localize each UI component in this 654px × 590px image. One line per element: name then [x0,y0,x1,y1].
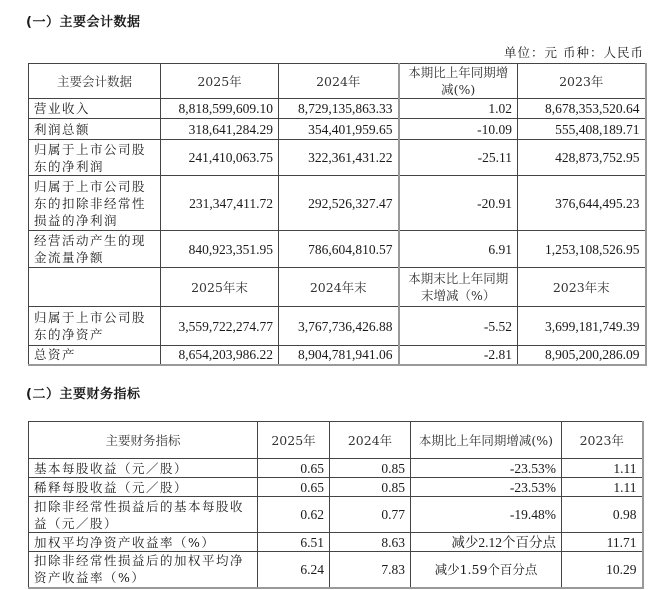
table-row [29,140,646,176]
value-2025: 0.62 [258,497,330,533]
header-2025: 2025年 [161,64,279,99]
row-label: 归属于上市公司股东的净资产 [29,307,161,346]
value-2025: 318,641,284.29 [161,119,279,140]
value-2024: 7.83 [330,552,411,588]
value-2024: 0.77 [330,497,411,533]
value-2025: 0.65 [258,459,330,478]
value-change: -5.52 [399,307,518,346]
accounting-data-table [28,63,647,366]
header-change: 本期比上年同期增减(%) [399,64,518,99]
value-2025: 0.65 [258,478,330,497]
value-2025: 231,347,411.72 [161,176,279,231]
value-2023: 428,873,752.95 [518,140,646,176]
subheader-2023-end: 2023年末 [518,268,646,307]
value-2023: 1.11 [562,478,643,497]
table-row [29,231,646,268]
value-change: -23.53% [411,478,562,497]
value-2023: 8,678,353,520.64 [518,99,646,119]
value-2024: 8,904,781,941.06 [279,346,399,365]
value-2024: 292,526,327.47 [279,176,399,231]
header-2023: 2023年 [518,64,646,99]
table-row [29,99,646,119]
value-2023: 555,408,189.71 [518,119,646,140]
value-2023: 10.29 [562,552,643,588]
value-2024: 354,401,959.65 [279,119,399,140]
subheader-2024-end: 2024年末 [279,268,399,307]
unit-currency-note: 单位：元 币种：人民币 [504,45,644,60]
value-change: 6.91 [399,231,518,268]
value-2024: 0.85 [330,459,411,478]
table-row [29,176,646,231]
value-change: 1.02 [399,99,518,119]
value-2023: 3,699,181,749.39 [518,307,646,346]
value-2025: 840,923,351.95 [161,231,279,268]
value-change: 减少2.12个百分点 [411,533,562,552]
value-2025: 8,818,599,609.10 [161,99,279,119]
value-change: -10.09 [399,119,518,140]
value-2023: 11.71 [562,533,643,552]
value-change: -2.81 [399,346,518,365]
row-label: 经营活动产生的现金流量净额 [29,231,161,268]
table-row [29,552,643,588]
table-header-row [29,64,646,99]
table-row [29,346,646,365]
value-2023: 0.98 [562,497,643,533]
row-label: 营业收入 [29,99,161,119]
header-2024: 2024年 [279,64,399,99]
value-2024: 0.85 [330,478,411,497]
table-row [29,307,646,346]
value-change: -23.53% [411,459,562,478]
table-row [29,119,646,140]
value-2025: 241,410,063.75 [161,140,279,176]
row-label: 总资产 [29,346,161,365]
value-change: -20.91 [399,176,518,231]
row-label: 稀释每股收益（元／股） [29,478,258,497]
value-2025: 6.51 [258,533,330,552]
header-2023: 2023年 [562,422,643,459]
section-title-financial-indicators: (二）主要财务指标 [26,387,141,402]
value-change: -25.11 [399,140,518,176]
row-label: 归属于上市公司股东的扣除非经常性损益的净利润 [29,176,161,231]
table-row [29,533,643,552]
subheader-label [29,268,161,307]
value-2024: 8.63 [330,533,411,552]
value-2025: 6.24 [258,552,330,588]
value-2023: 1.11 [562,459,643,478]
header-2025: 2025年 [258,422,330,459]
section-title-accounting-data: (一）主要会计数据 [26,15,141,30]
row-label: 扣除非经常性损益后的加权平均净资产收益率（%） [29,552,258,588]
value-2025: 3,559,722,274.77 [161,307,279,346]
subheader-change: 本期末比上年同期末增减（%） [399,268,518,307]
header-change: 本期比上年同期增减(%) [411,422,562,459]
value-2024: 322,361,431.22 [279,140,399,176]
value-change: -19.48% [411,497,562,533]
row-label: 利润总额 [29,119,161,140]
financial-indicators-table [28,421,644,589]
value-2024: 786,604,810.57 [279,231,399,268]
value-2023: 1,253,108,526.95 [518,231,646,268]
value-2023: 8,905,200,286.09 [518,346,646,365]
table-row [29,459,643,478]
value-2024: 8,729,135,863.33 [279,99,399,119]
value-2023: 376,644,495.23 [518,176,646,231]
header-label: 主要财务指标 [29,422,258,459]
row-label: 加权平均净资产收益率（%） [29,533,258,552]
row-label: 基本每股收益（元／股） [29,459,258,478]
table-row [29,478,643,497]
row-label: 归属于上市公司股东的净利润 [29,140,161,176]
header-2024: 2024年 [330,422,411,459]
header-label: 主要会计数据 [29,64,161,99]
table-header-row [29,422,643,459]
table-subheader-row [29,268,646,307]
value-2024: 3,767,736,426.88 [279,307,399,346]
subheader-2025-end: 2025年末 [161,268,279,307]
table-row [29,497,643,533]
value-change: 减少1.59个百分点 [411,552,562,588]
row-label: 扣除非经常性损益后的基本每股收益（元／股） [29,497,258,533]
value-2025: 8,654,203,986.22 [161,346,279,365]
